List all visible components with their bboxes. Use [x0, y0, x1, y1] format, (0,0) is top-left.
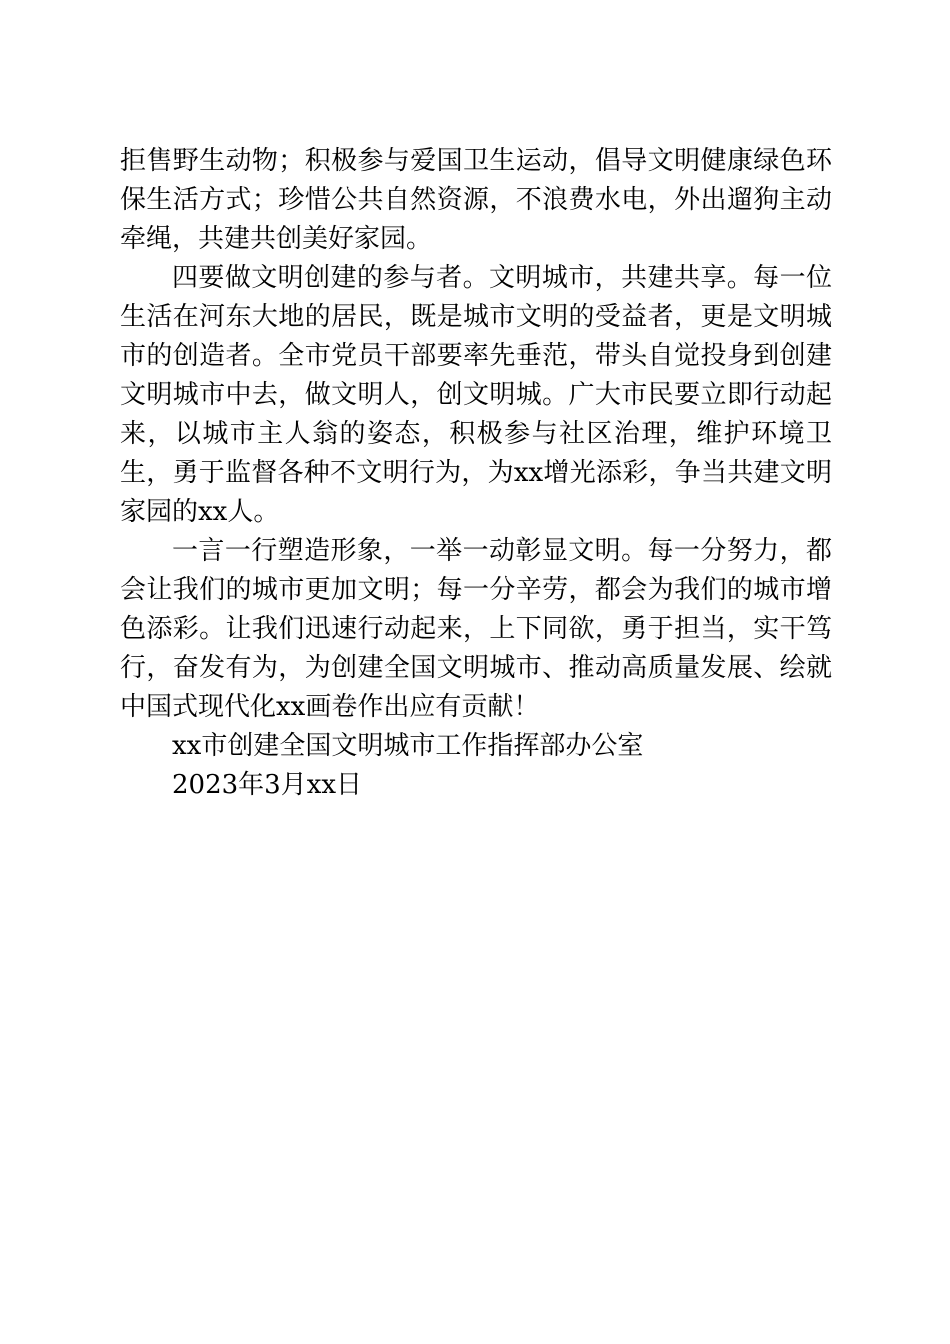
paragraph-continuation: 拒售野生动物；积极参与爱国卫生运动，倡导文明健康绿色环保生活方式；珍惜公共自然资源，不浪费水电，外出遛狗主动牵绳，共建共创美好家园。 [120, 146, 832, 254]
paragraph-participants: 四要做文明创建的参与者。文明城市，共建共享。每一位生活在河东大地的居民，既是城市文明的受益者，更是文明城市的创造者。全市党员干部要率先垂范，带头自觉投身到创建文明城市中去，做文明人，创文明城。广大市民要立即行动起来，以城市主人翁的姿态，积极参与社区治理，维护环境卫生，勇于监督各种不文明行为，为xx增光添彩，争当共建文明家园的xx人。 [120, 263, 832, 527]
document-body [120, 142, 832, 805]
signature-organization: xx市创建全国文明城市工作指挥部办公室 [172, 731, 644, 761]
paragraph-closing: 一言一行塑造形象，一举一动彰显文明。每一分努力，都会让我们的城市更加文明；每一分辛劳，都会为我们的城市增色添彩。让我们迅速行动起来，上下同欲，勇于担当，实干笃行，奋发有为，为创建全国文明城市、推动高质量发展、绘就中国式现代化xx画卷作出应有贡献！ [120, 536, 832, 722]
signature-date: 2023年3月xx日 [172, 770, 363, 800]
